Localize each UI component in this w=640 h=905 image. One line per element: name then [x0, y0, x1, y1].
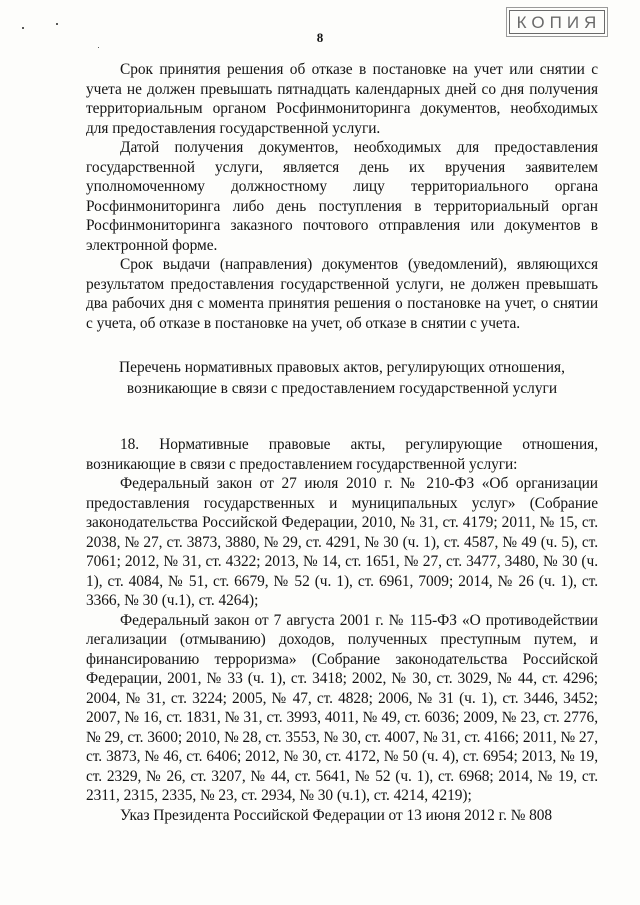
scan-speck	[22, 27, 24, 29]
paragraph-document-receipt-date: Датой получения документов, необходимых для предоставления государственной услуги, является день их вручения заявителем уполномоченному должностному лицу территориального органа Росфинмониторинга либо день поступления в территориальный орган Росфинмониторинга заказного почтового отправления или документов в электронной форме.	[86, 139, 598, 254]
document-body	[86, 60, 598, 825]
paragraph-issuance-deadline: Срок выдачи (направления) документов (уведомлений), являющихся результатом предоставления государственной услуги, не должен превышать два рабочих дня с момента принятия решения о постановке на учет, о снятии с учета, об отказе в постановке на учет, об отказе в снятии с учета.	[86, 256, 598, 332]
paragraph-decision-deadline: Срок принятия решения об отказе в постановке на учет или снятии с учета не должен превышать пятнадцать календарных дней со дня получения территориальным органом Росфинмониторинга документов, необходимых для предоставления государственной услуги.	[86, 61, 598, 137]
copy-stamp: КОПИЯ	[509, 10, 605, 34]
paragraph-18: 18. Нормативные правовые акты, регулирующие отношения, возникающие в связи с предоставлением государственной услуги:	[86, 436, 598, 473]
section-heading: Перечень нормативных правовых актов, регулирующих отношения, возникающие в связи с предоставлением государственной услуги	[119, 359, 565, 397]
law-115-fz: Федеральный закон от 7 августа 2001 г. № 115-ФЗ «О противодействии легализации (отмыванию) доходов, полученных преступным путем, и финансированию терроризма» (Собрание законодательства Российской Федерации, 2001, № 33 (ч. 1), ст. 3418; 2002, № 30, ст. 3029, № 44, ст. 4296; 2004, № 31, ст. 3224; 2005, № 47, ст. 4828; 2006, № 31 (ч. 1), ст. 3446, 3452; 2007, № 16, ст. 1831, № 31, ст. 3993, 4011, № 49, ст. 6036; 2009, № 23, ст. 2776, № 29, ст. 3600; 2010, № 28, ст. 3553, № 30, ст. 4007, № 31, ст. 4166; 2011, № 27, ст. 3873, № 46, ст. 6406; 2012, № 30, ст. 4172, № 50 (ч. 4), ст. 6954; 2013, № 19, ст. 2329, № 26, ст. 3207, № 44, ст. 5641, № 52 (ч. 1), ст. 6968; 2014, № 19, ст. 2311, 2315, 2335, № 23, ст. 2934, № 30 (ч.1), ст. 4214, 4219);	[86, 611, 598, 804]
law-210-fz: Федеральный закон от 27 июля 2010 г. № 210-ФЗ «Об организации предоставления государственных и муниципальных услуг» (Собрание законодательства Российской Федерации, 2010, № 31, ст. 4179; 2011, № 15, ст. 2038, № 27, ст. 3873, 3880, № 29, ст. 4291, № 30 (ч. 1), ст. 4587, № 49 (ч. 5), ст. 7061; 2012, № 31, ст. 4322; 2013, № 14, ст. 1651, № 27, ст. 3477, 3480, № 30 (ч. 1), ст. 4084, № 51, ст. 6679, № 52 (ч. 1), ст. 6961, 7009; 2014, № 26 (ч. 1), ст. 3366, № 30 (ч.1), ст. 4264);	[86, 475, 598, 609]
scan-speck	[98, 47, 99, 48]
page-number: 8	[316, 30, 324, 45]
spacer	[86, 421, 598, 435]
presidential-decree: Указ Президента Российской Федерации от 13 июня 2012 г. № 808	[120, 806, 553, 824]
scan-speck	[56, 23, 58, 25]
